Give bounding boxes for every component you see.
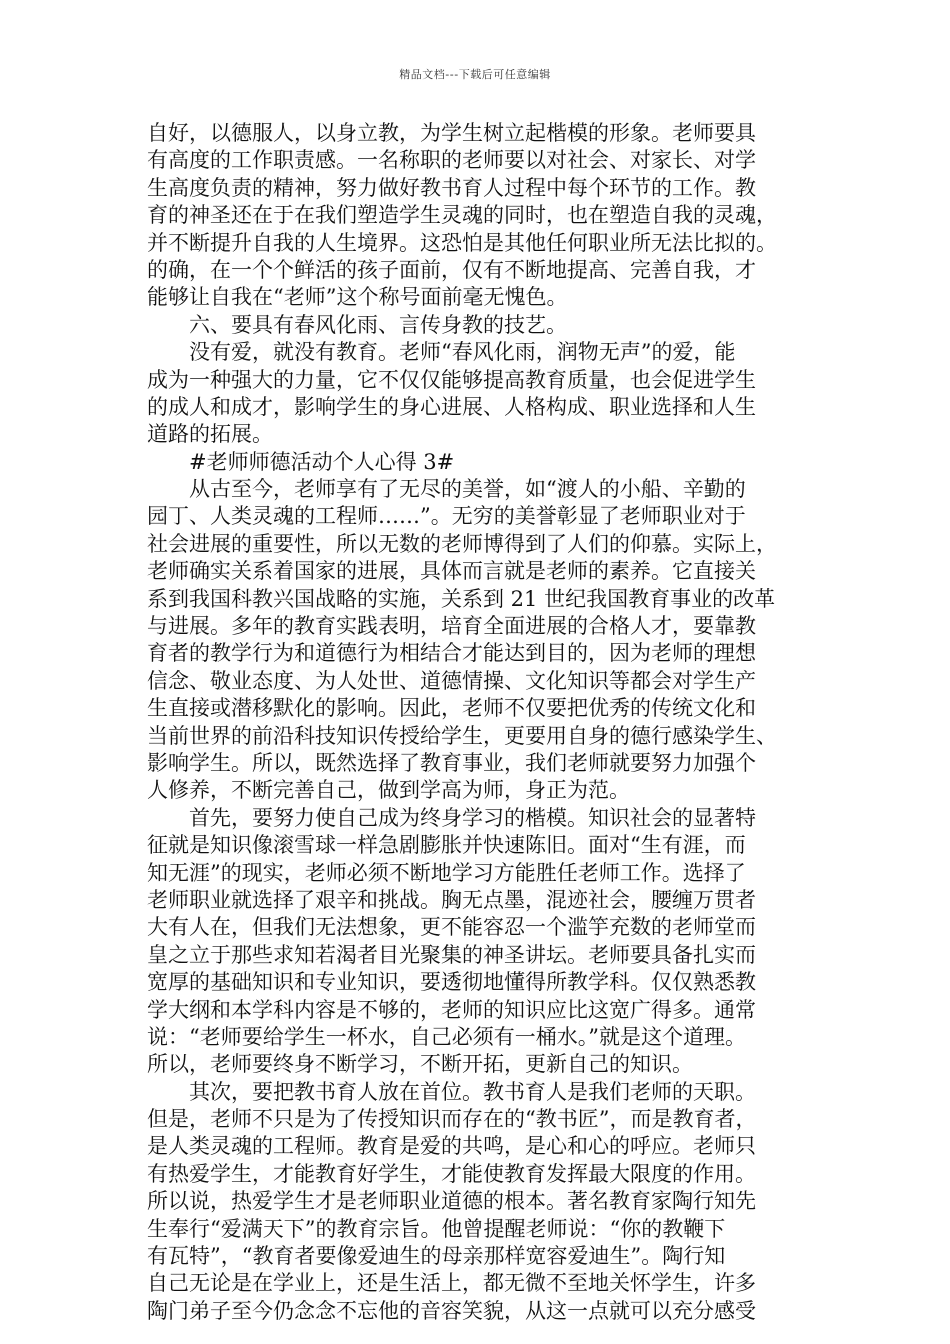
text-line: 并不断提升自我的人生境界。这恐怕是其他任何职业所无法比拟的。 (147, 230, 777, 255)
text-line: 知无涯”的现实，老师必须不断地学习方能胜任老师工作。选择了 (147, 860, 746, 885)
text-line: 老师确实关系着国家的进展，具体而言就是老师的素养。它直接关 (147, 559, 756, 584)
text-line: 但是，老师不只是为了传授知识而存在的“教书匠”，而是教育者， (147, 1107, 757, 1132)
text-line: 有热爱学生，才能教育好学生，才能使教育发挥最大限度的作用。 (147, 1161, 756, 1186)
text-line: 当前世界的前沿科技知识传授给学生，更要用自身的德行感染学生、 (147, 723, 777, 748)
text-line: 成为一种强大的力量，它不仅仅能够提高教育质量，也会促进学生 (147, 367, 756, 392)
text-line: 与进展。多年的教育实践表明，培育全面进展的合格人才，要靠教 (147, 614, 756, 639)
page-header: 精品文档---下载后可任意编辑 (399, 68, 551, 81)
text-line: 从古至今，老师享有了无尽的美誉，如“渡人的小船、辛勤的 (189, 477, 746, 502)
text-line: 没有爱，就没有教育。老师“春风化雨，润物无声”的爱，能 (189, 340, 736, 365)
text-line: 自好，以德服人，以身立教，为学生树立起楷模的形象。老师要具 (147, 121, 756, 145)
text-line: 的成人和成才，影响学生的身心进展、人格构成、职业选择和人生 (147, 394, 756, 419)
text-line: 首先，要努力使自己成为终身学习的楷模。知识社会的显著特 (189, 805, 756, 830)
text-line: 有瓦特”，“教育者要像爱迪生的母亲那样宽容爱迪生”。陶行知 (147, 1244, 726, 1269)
text-line: 老师职业就选择了艰辛和挑战。胸无点墨，混迹社会，腰缠万贯者 (147, 887, 756, 912)
text-line: 所以，老师要终身不断学习，不断开拓，更新自己的知识。 (147, 1052, 693, 1077)
text-line: 学大纲和本学科内容是不够的，老师的知识应比这宽广得多。通常 (147, 997, 756, 1022)
text-line: 自己无论是在学业上，还是生活上，都无微不至地关怀学生，许多 (147, 1271, 756, 1296)
text-line: 陶门弟子至今仍念念不忘他的音容笑貌，从这一点就可以充分感受 (147, 1298, 756, 1323)
text-line: 征就是知识像滚雪球一样急剧膨胀并快速陈旧。面对“生有涯，而 (147, 833, 746, 858)
text-line: #老师师德活动个人心得 3# (189, 449, 455, 474)
text-line: 育的神圣还在于在我们塑造学生灵魂的同时，也在塑造自我的灵魂， (147, 203, 777, 228)
text-line: 道路的拓展。 (147, 422, 273, 447)
text-line: 信念、敬业态度、为人处世、道德情操、文化知识等都会对学生产 (147, 668, 756, 693)
text-line: 的确，在一个个鲜活的孩子面前，仅有不断地提高、完善自我，才 (147, 257, 756, 282)
text-line: 皇之立于那些求知若渴者目光聚集的神圣讲坛。老师要具备扎实而 (147, 942, 756, 967)
text-line: 有高度的工作职责感。一名称职的老师要以对社会、对家长、对学 (147, 148, 756, 173)
text-line: 说：“老师要给学生一杯水，自己必须有一桶水。”就是这个道理。 (147, 1024, 746, 1049)
text-line: 生奉行“爱满天下”的教育宗旨。他曾提醒老师说：“你的教鞭下 (147, 1216, 726, 1241)
text-line: 六、要具有春风化雨、言传身教的技艺。 (189, 312, 567, 337)
text-line: 园丁、人类灵魂的工程师……”。无穷的美誉彰显了老师职业对于 (147, 504, 746, 529)
text-line: 系到我国科教兴国战略的实施，关系到 21 世纪我国教育事业的改革 (147, 586, 776, 611)
text-line: 是人类灵魂的工程师。教育是爱的共鸣，是心和心的呼应。老师只 (147, 1134, 756, 1159)
document-body (147, 120, 819, 1325)
text-line: 育者的教学行为和道德行为相结合才能达到目的，因为老师的理想 (147, 641, 756, 666)
text-line: 能够让自我在“老师”这个称号面前毫无愧色。 (147, 285, 568, 310)
text-line: 影响学生。所以，既然选择了教育事业，我们老师就要努力加强个 (147, 750, 756, 775)
text-line: 其次，要把教书育人放在首位。教书育人是我们老师的天职。 (189, 1079, 756, 1104)
text-line: 所以说，热爱学生才是老师职业道德的根本。著名教育家陶行知先 (147, 1189, 756, 1214)
text-line: 社会进展的重要性，所以无数的老师博得到了人们的仰慕。实际上， (147, 531, 777, 556)
text-line: 人修养，不断完善自己，做到学高为师，身正为范。 (147, 778, 630, 803)
text-line: 大有人在，但我们无法想象，更不能容忍一个滥竽充数的老师堂而 (147, 915, 756, 940)
text-line: 宽厚的基础知识和专业知识，要透彻地懂得所教学科。仅仅熟悉教 (147, 970, 756, 995)
text-line: 生高度负责的精神，努力做好教书育人过程中每个环节的工作。教 (147, 175, 756, 200)
text-line: 生直接或潜移默化的影响。因此，老师不仅要把优秀的传统文化和 (147, 696, 756, 721)
